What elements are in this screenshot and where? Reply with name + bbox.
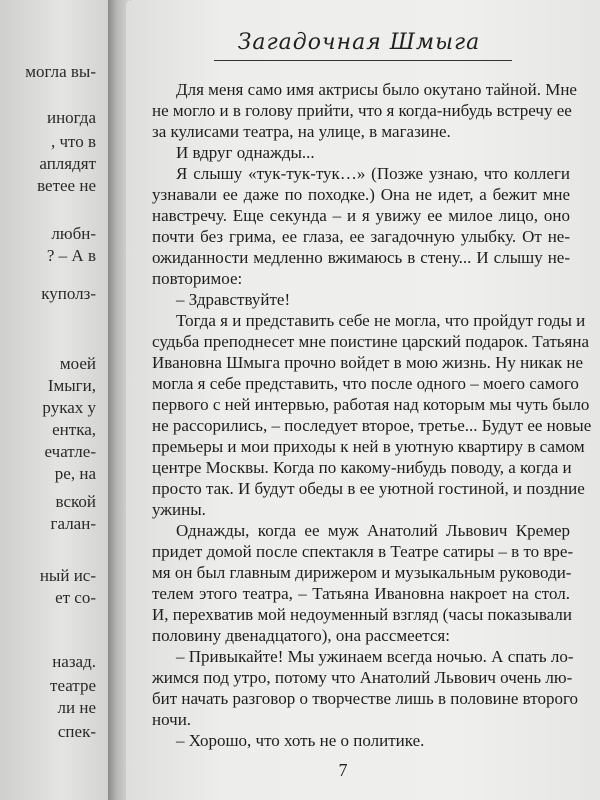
- body-line: телем этого театра, – Татьяна Ивановна накроет на стол.: [152, 584, 570, 603]
- body-line: – Здравствуйте!: [176, 290, 291, 309]
- body-line: Ивановна Шмыга прочно войдет в мою жизнь. Ну никак не: [152, 353, 583, 372]
- left-page-line: ечатле-: [44, 442, 96, 461]
- body-line: повторимое:: [152, 269, 243, 288]
- body-line: половину двенадцатого), она рассмеется:: [152, 626, 450, 645]
- left-page-line: куполз-: [41, 284, 96, 303]
- left-page-line: театре: [50, 676, 96, 695]
- body-line: Я слышу «тук-тук-тук…» (Позже узнаю, что коллеги: [176, 164, 570, 183]
- left-page-line: аплядят: [39, 154, 96, 173]
- body-line: просто так. И будут обеды в ее уютной гостиной, и поздние: [152, 479, 585, 498]
- body-line: за кулисами театра, на улице, в магазине.: [152, 122, 451, 141]
- body-line: не рассорились, – последует второе, третье... Будут ее новые: [152, 416, 592, 435]
- left-page-line: назад.: [52, 652, 96, 671]
- body-line: ожиданности медленно вжимаюсь в стену... И слышу не-: [152, 248, 570, 267]
- body-line: бит начать разговор о творчестве лишь в половине второго: [152, 689, 579, 708]
- body-line: – Привыкайте! Мы ужинаем всегда ночью. А спать ло-: [176, 647, 574, 666]
- page-number: 7: [338, 760, 348, 780]
- body-line: мя он был главным дирижером и музыкальным руководи-: [152, 563, 572, 582]
- body-line: узнавали ее даже по походке.) Она не идет, а бежит мне: [152, 185, 570, 204]
- body-line: И вдруг однажды...: [176, 143, 315, 162]
- left-page-line: могла вы-: [25, 62, 96, 81]
- body-line: Тогда я и представить себе не могла, что пройдут годы и: [176, 311, 586, 330]
- left-page: [0, 0, 112, 800]
- left-page-line: галан-: [50, 514, 96, 533]
- body-line: – Хорошо, что хоть не о политике.: [176, 731, 425, 750]
- body-line: придет домой после спектакля в Театре сатиры – в то вре-: [152, 542, 574, 561]
- left-page-line: ре, на: [54, 464, 96, 483]
- left-page-line: ет со-: [55, 588, 96, 607]
- running-header: Загадочная Шмыга: [237, 30, 481, 55]
- left-page-line: , что в: [50, 132, 96, 151]
- left-page-line: ный ис-: [39, 566, 96, 585]
- left-page-line: Імыги,: [47, 376, 96, 395]
- body-line: И, перехватив мой недоуменный взгляд (часы показывали: [152, 605, 572, 624]
- body-line: не могло и в голову прийти, что я когда-нибудь встречу ее: [152, 101, 572, 120]
- left-page-line: иногда: [46, 108, 96, 127]
- left-page-line: вской: [55, 492, 96, 511]
- left-page-line: любн-: [51, 224, 96, 243]
- body-line: ночи.: [152, 710, 192, 729]
- body-line: первого с ней интервью, работая над которым мы чуть было: [152, 395, 590, 414]
- body-line: навстречу. Еще секунда – и я увижу ее милое лицо, оно: [152, 206, 570, 225]
- body-line: могла я себе представить, что после одного – моего самого: [152, 374, 579, 393]
- header-rule: [214, 60, 512, 61]
- left-page-line: моей: [59, 354, 96, 373]
- body-line: премьеры и мои приходы к ней в уютную квартиру в самом: [152, 437, 585, 456]
- body-line: почти без грима, ее глаза, ее загадочную улыбку. От не-: [152, 227, 570, 246]
- left-page-line: спек-: [57, 722, 96, 741]
- left-page-line: ветее не: [37, 176, 96, 195]
- body-line: судьба преподнесет мне поистине царский подарок. Татьяна: [152, 332, 590, 351]
- left-page-line: ентка,: [52, 420, 96, 439]
- body-line: ужины.: [152, 500, 206, 519]
- body-line: жимся под утро, потому что Анатолий Львович очень лю-: [152, 668, 573, 687]
- left-page-line: руках у: [42, 398, 96, 417]
- left-page-line: ли не: [57, 698, 96, 717]
- body-line: центре Москвы. Когда по какому-нибудь поводу, а когда и: [152, 458, 572, 477]
- body-line: Однажды, когда ее муж Анатолий Львович Кремер: [176, 521, 570, 540]
- body-line: Для меня само имя актрисы было окутано тайной. Мне: [176, 80, 577, 99]
- left-page-line: ? – А в: [46, 246, 96, 265]
